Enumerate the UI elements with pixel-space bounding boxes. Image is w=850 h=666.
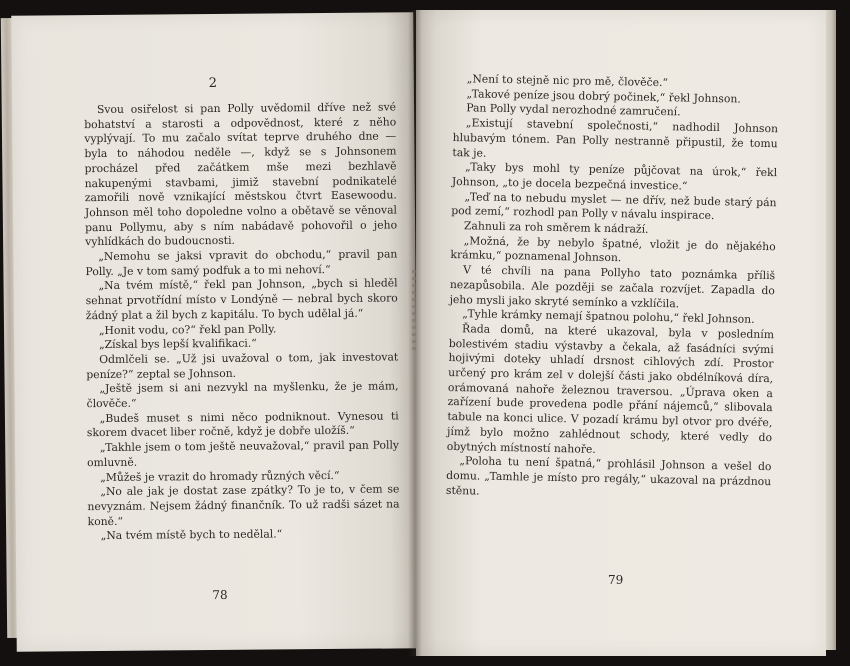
paragraph: „Můžeš je vrazit do hromady různých věcí.“ (100, 468, 340, 484)
paragraph: „Tyhle krámky nemají špatnou polohu,“ řekl Johnson. (462, 307, 755, 327)
paragraph: V té chvíli na pana Pollyho tato poznámka příliš nezapůsobila. Ale později se začala rozvíjet. Zapadla do jeho mysli jako skryté semínko a vzklíčila. (449, 263, 776, 310)
paragraph: „Taky bys mohl ty peníze půjčovat na úrok,“ řekl Johnson, „to je docela bezpečná investice.“ (451, 160, 778, 193)
page-number-right: 79 (608, 573, 624, 587)
left-page-text (84, 100, 400, 544)
paragraph: „Budeš muset s nimi něco podniknout. Vynesou ti skorem dvacet liber ročně, když je dobře uložíš.“ (86, 409, 399, 440)
page-number-left: 78 (212, 587, 228, 603)
paragraph: Odmlčeli se. „Už jsi uvažoval o tom, jak investovat peníze?“ zeptal se Johnson. (86, 350, 399, 381)
paragraph: „Honit vodu, co?“ řekl pan Polly. (98, 322, 277, 337)
paragraph: „Ještě jsem si ani nezvykl na myšlenku, že je mám, člověče.“ (86, 379, 399, 411)
left-page (11, 12, 419, 651)
right-page (416, 10, 826, 656)
paragraph: Zahnuli za roh směrem k nádraží. (463, 219, 649, 236)
paragraph: „Existují stavební společnosti,“ nadhodil Johnson hlubavým tónem. Pan Polly nestranně připustil, že tomu tak je. (452, 116, 779, 160)
paragraph: „No ale jak je dostat zase zpátky? To je to, v čem se nevyznám. Nejsem žádný finančník. To už radši sázet na koně.“ (87, 482, 400, 528)
paragraph: „Takhle jsem o tom ještě neuvažoval,“ pravil pan Polly omluvně. (87, 438, 400, 469)
paragraph: „Získal bys lepší kvalifikaci.“ (99, 336, 257, 352)
chapter-number: 2 (208, 75, 218, 92)
paragraph: „Teď na to nebudu myslet — ne dřív, než bude starý pán pod zemí,“ rozhodl pan Polly v návalu inspirace. (451, 189, 777, 223)
paragraph: Řada domů, na které ukazoval, byla v posledním bolestivém stadiu výstavby a čekala, až fasádníci svými hojivými doteky uhladí drsnost cihlových zdí. Prostor určený pro krám zel v dolejší části jako obdélníková díra, orámovaná nahoře železnou traversou. „Úprava oken a zařízení bude provedena podle přání nájemců,“ slibovala tabule na konci ulice. V pozadí krámu byl otvor pro dvéře, jímž bylo možno zahlédnout schody, které vedly do obytných místností nahoře. (446, 322, 775, 456)
binding-thread (412, 270, 416, 350)
paragraph: „Nemohu se jaksi vpravit do obchodu,“ pravil pan Polly. „Je v tom samý podfuk a to mi nehoví.“ (85, 247, 398, 278)
right-page-text (446, 72, 779, 505)
paragraph: Pan Polly vydal nerozhodné zamručení. (466, 101, 681, 119)
paragraph: „Není to stejně nic pro mě, člověče.“ (466, 72, 669, 90)
paragraph: „Na tvém místě,“ řekl pan Johnson, „bych si hleděl sehnat prvotřídní místo v Londýně — nebral bych skoro žádný plat a žil bych z kapitálu. To bych udělal já.“ (85, 276, 398, 322)
paragraph: „Takové peníze jsou dobrý počinek,“ řekl Johnson. (466, 86, 741, 106)
paragraph: Svou osiřelost si pan Polly uvědomil dříve než své bohatství a starosti a odpovědnost, které z něho vyplývají. To mu začalo svítat teprve druhého dne — byla to náhodou neděle —, když se s Johnsonem procházel před začátkem mše mezi bezhlavě nakupenými stavbami, jimiž stavební podnikatelé zamořili nově vznikající městskou čtvrt Easewoodu. Johnson měl toho dopoledne volno a obětavě se věnoval panu Pollymu, aby s ním nabádavě pohovořil o jeho vyhlídkách do budoucnosti. (84, 100, 398, 249)
paragraph: „Poloha tu není špatná,“ prohlásil Johnson a vešel do domu. „Tamhle je místo pro regály,“ ukazoval na prázdnou stěnu. (445, 454, 772, 498)
paragraph: „Možná, že by nebylo špatné, vložit je do nějakého krámku,“ poznamenal Johnson. (450, 233, 776, 265)
paragraph: „Na tvém místě bych to nedělal.“ (100, 527, 283, 543)
